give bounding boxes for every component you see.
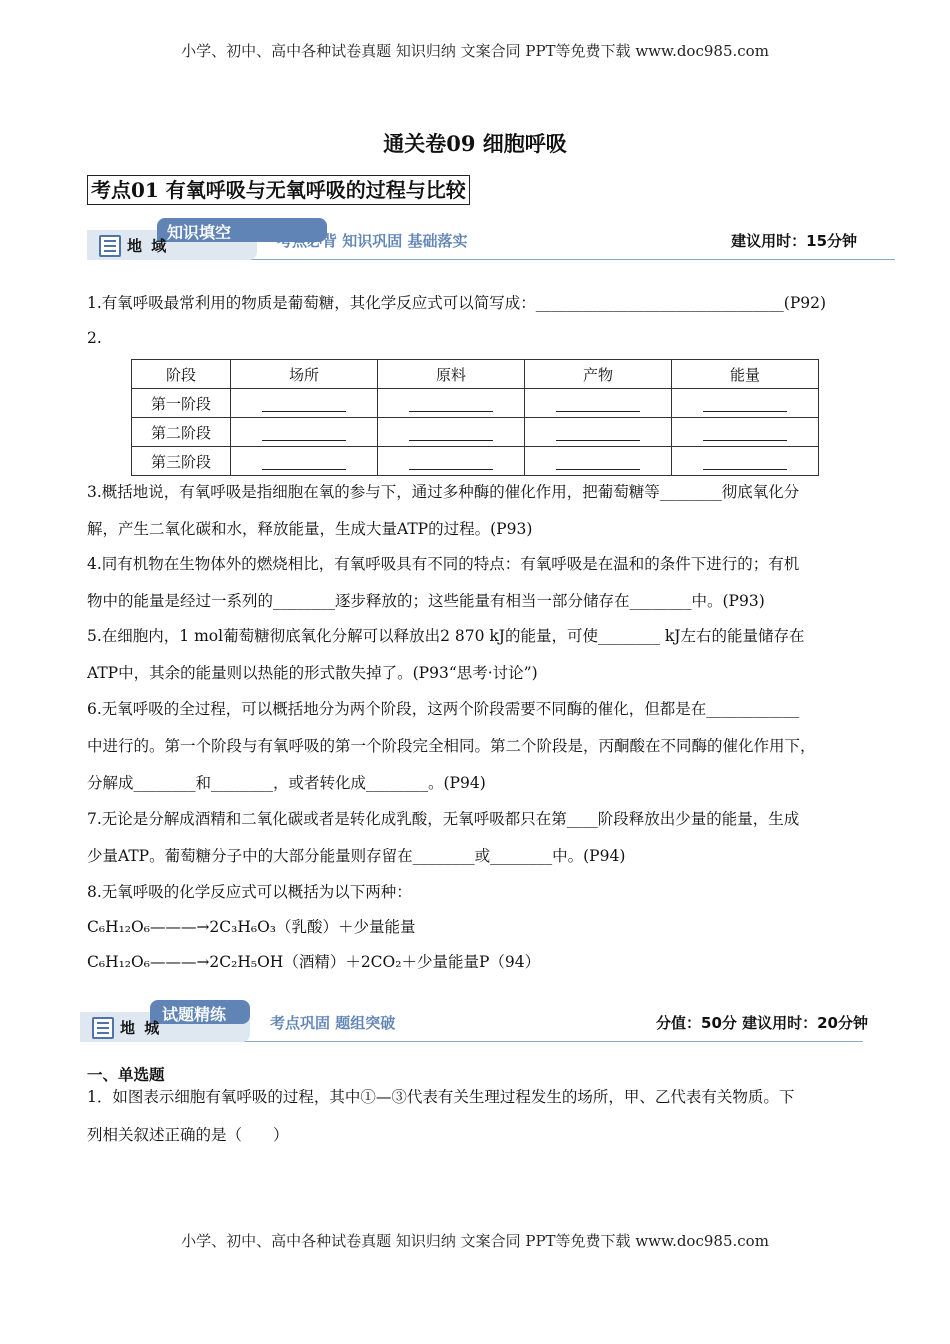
- banner-subtitle: 考点必背 知识巩固 基础落实: [277, 232, 468, 250]
- fill-blank[interactable]: [556, 395, 640, 412]
- banner-score-hint: 分值：50分 建议用时：20分钟: [656, 1014, 868, 1032]
- question-2: 2.: [87, 329, 102, 347]
- blank-cell[interactable]: [378, 389, 525, 418]
- fill-blank[interactable]: [703, 424, 787, 441]
- blank-cell[interactable]: [378, 418, 525, 447]
- fill-blank[interactable]: [556, 453, 640, 470]
- table-row: [132, 389, 819, 418]
- blank-cell[interactable]: [378, 447, 525, 476]
- mcq-1-line-2: 列相关叙述正确的是（ ）: [87, 1126, 289, 1144]
- blank-cell[interactable]: [231, 389, 378, 418]
- single-choice-heading: 一、单选题: [87, 1065, 165, 1084]
- equation-alcohol: C₆H₁₂O₆———→2C₂H₅OH（酒精）＋2CO₂＋少量能量P（94）: [87, 953, 541, 971]
- page-title: 通关卷09 细胞呼吸: [383, 131, 567, 156]
- question-6-line-2: 中进行的。第一个阶段与有氧呼吸的第一个阶段完全相同。第二个阶段是，丙酮酸在不同酶的催化作用下，: [87, 737, 816, 755]
- mcq-1-line-1: 1．如图表示细胞有氧呼吸的过程，其中①—③代表有关生理过程发生的场所，甲、乙代表有关物质。下: [87, 1088, 795, 1106]
- fill-blank[interactable]: [262, 395, 346, 412]
- table-header-cell: 场所: [231, 360, 378, 389]
- table-header-row: [132, 360, 819, 389]
- book-icon: [99, 235, 121, 257]
- question-7-line-2: 少量ATP。葡萄糖分子中的大部分能量则存留在________或________中。(P94): [87, 847, 626, 865]
- question-5-line-1: 5.在细胞内，1 mol葡萄糖彻底氧化分解可以释放出2 870 kJ的能量，可使________ kJ左右的能量储存在: [87, 627, 805, 645]
- question-3-line-1: 3.概括地说，有氧呼吸是指细胞在氧的参与下，通过多种酶的催化作用，把葡萄糖等________彻底氧化分: [87, 483, 800, 501]
- question-1: 1.有氧呼吸最常利用的物质是葡萄糖，其化学反应式可以简写成：________________________________(P92): [87, 294, 827, 312]
- table-row-label: 第二阶段: [132, 418, 231, 447]
- fill-blank[interactable]: [703, 453, 787, 470]
- table-header-cell: 产物: [525, 360, 672, 389]
- table-header-cell: 能量: [672, 360, 819, 389]
- question-3-line-2: 解，产生二氧化碳和水，释放能量，生成大量ATP的过程。(P93): [87, 520, 533, 538]
- question-4-line-2: 物中的能量是经过一系列的________逐步释放的；这些能量有相当一部分储存在________中。(P93): [87, 592, 765, 610]
- question-7-line-1: 7.无论是分解成酒精和二氧化碳或者是转化成乳酸，无氧呼吸都只在第____阶段释放出少量的能量，生成: [87, 810, 800, 828]
- banner-ruby-text: 地 城: [120, 1019, 162, 1037]
- blank-cell[interactable]: [672, 447, 819, 476]
- banner-tab-label: 知识填空: [167, 223, 232, 242]
- fill-blank[interactable]: [409, 424, 493, 441]
- table-header-cell: 原料: [378, 360, 525, 389]
- knowledge-fill-banner: [87, 218, 895, 262]
- question-4-line-1: 4.同有机物在生物体外的燃烧相比，有氧呼吸具有不同的特点：有氧呼吸是在温和的条件下进行的；有机: [87, 555, 800, 573]
- fill-blank[interactable]: [262, 453, 346, 470]
- table-row: [132, 447, 819, 476]
- section-title: 考点01 有氧呼吸与无氧呼吸的过程与比较: [87, 175, 470, 205]
- banner-subtitle: 考点巩固 题组突破: [270, 1014, 396, 1032]
- respiration-stage-table: [131, 359, 819, 476]
- question-5-line-2: ATP中，其余的能量则以热能的形式散失掉了。(P93“思考·讨论”): [87, 664, 538, 682]
- book-icon: [92, 1017, 114, 1039]
- page-header: 小学、初中、高中各种试卷真题 知识归纳 文案合同 PPT等免费下载 www.doc985.com: [181, 42, 769, 60]
- fill-blank[interactable]: [556, 424, 640, 441]
- blank-cell[interactable]: [231, 418, 378, 447]
- fill-blank[interactable]: [409, 395, 493, 412]
- question-8: 8.无氧呼吸的化学反应式可以概括为以下两种：: [87, 883, 412, 901]
- table-header-cell: 阶段: [132, 360, 231, 389]
- fill-blank[interactable]: [262, 424, 346, 441]
- banner-ruby-text: 地 域: [127, 237, 169, 255]
- table-row: [132, 418, 819, 447]
- page-footer: 小学、初中、高中各种试卷真题 知识归纳 文案合同 PPT等免费下载 www.doc985.com: [181, 1232, 769, 1250]
- banner-time-hint: 建议用时：15分钟: [731, 232, 857, 250]
- practice-banner: [80, 1000, 868, 1044]
- blank-cell[interactable]: [525, 418, 672, 447]
- fill-blank[interactable]: [409, 453, 493, 470]
- banner-tab-label: 试题精练: [162, 1005, 227, 1024]
- table-row-label: 第三阶段: [132, 447, 231, 476]
- blank-cell[interactable]: [672, 389, 819, 418]
- equation-lactic: C₆H₁₂O₆———→2C₃H₆O₃（乳酸）＋少量能量: [87, 918, 416, 936]
- fill-blank[interactable]: [703, 395, 787, 412]
- table-row-label: 第一阶段: [132, 389, 231, 418]
- question-6-line-1: 6.无氧呼吸的全过程，可以概括地分为两个阶段，这两个阶段需要不同酶的催化，但都是在____________: [87, 700, 800, 718]
- blank-cell[interactable]: [525, 447, 672, 476]
- blank-cell[interactable]: [231, 447, 378, 476]
- blank-cell[interactable]: [525, 389, 672, 418]
- blank-cell[interactable]: [672, 418, 819, 447]
- question-6-line-3: 分解成________和________，或者转化成________。(P94): [87, 774, 486, 792]
